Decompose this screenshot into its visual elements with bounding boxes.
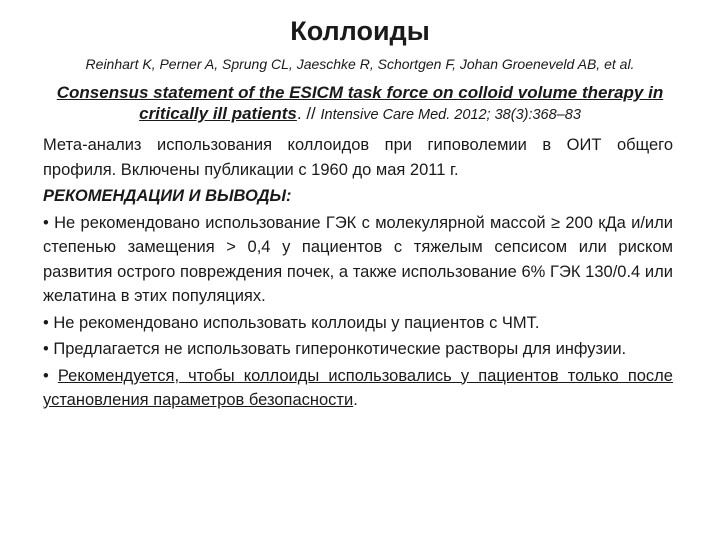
recommendation-item-last — [43, 364, 673, 413]
intro-paragraph: Мета-анализ использования коллоидов при гиповолемии в ОИТ общего профиля. Включены публикации с 1960 до мая 2011 г. — [43, 136, 673, 179]
article-title: Consensus statement of the ESICM task force on colloid volume therapy in critically ill patients — [56, 83, 664, 123]
recommendation-item: • Не рекомендовано использовать коллоиды у пациентов с ЧМТ. — [43, 313, 540, 332]
slide-body — [43, 133, 673, 415]
journal-citation: Intensive Care Med. 2012; 38(3):368–83 — [320, 107, 581, 123]
authors-line: Reinhart K, Perner A, Sprung CL, Jaeschke R, Schortgen F, Johan Groeneveld AB, et al. — [85, 56, 635, 72]
section-heading: РЕКОМЕНДАЦИИ И ВЫВОДЫ: — [43, 187, 292, 205]
recommendation-item: • Предлагается не использовать гиперонкотические растворы для инфузии. — [43, 340, 627, 358]
reference-separator: . // — [296, 104, 321, 123]
reference-citation — [30, 82, 690, 126]
recommendation-item: • Не рекомендовано использование ГЭК с молекулярной массой ≥ 200 кДа и/или степенью замещения > 0,4 у пациентов с тяжелым сепсисом или риском развития острого повреждения почек, а также использование 6% ГЭК 130/0.4 или желатина в этих популяциях. — [43, 213, 673, 305]
bullet: • — [43, 366, 58, 385]
sentence-end: . — [353, 391, 358, 409]
underlined-recommendation: Рекомендуется, чтобы коллоиды использовались у пациентов только после установления параметров безопасности — [43, 366, 673, 409]
slide-title: Коллоиды — [290, 16, 430, 46]
